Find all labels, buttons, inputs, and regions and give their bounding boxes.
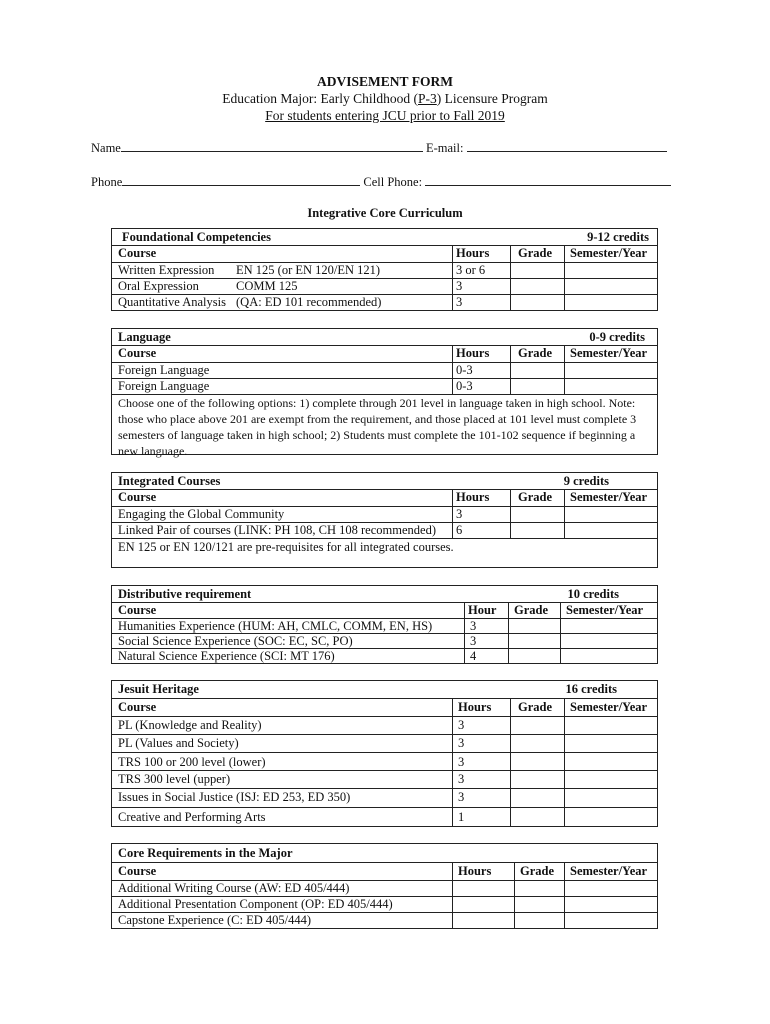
col-course: Course xyxy=(118,603,157,617)
col-hours: Hours xyxy=(456,246,490,260)
form-title: ADVISEMENT FORM xyxy=(317,74,453,89)
foundational-competencies-table xyxy=(111,228,658,311)
phone-field[interactable] xyxy=(122,174,360,186)
col-hours: Hours xyxy=(456,346,490,360)
course-name: Quantitative Analysis xyxy=(118,295,226,309)
course-name: Natural Science Experience (SCI: MT 176) xyxy=(118,649,335,663)
section-title: Core Requirements in the Major xyxy=(118,846,293,860)
table-row xyxy=(112,752,657,770)
section-title: Integrated Courses xyxy=(118,474,221,488)
jesuit-heritage-table xyxy=(111,680,658,827)
section-credits: 9-12 credits xyxy=(587,230,649,244)
col-hours: Hours xyxy=(456,490,490,504)
course-name: Social Science Experience (SOC: EC, SC, PO) xyxy=(118,634,353,648)
course-hours: 3 xyxy=(458,772,465,786)
name-label: Name xyxy=(91,141,121,155)
course-hours: 6 xyxy=(456,523,463,537)
table-row xyxy=(112,362,657,378)
course-hours: 3 xyxy=(458,736,465,750)
language-note: Choose one of the following options: 1) complete through 201 level in language taken in high school. Note: those who place above 201 are exempt from the requirement, and those placed at 101 level must complete 3 semesters of language taken in high school; 2) Students must complete the 101-102 sequence if beginning a new language. xyxy=(118,396,637,458)
col-grade: Grade xyxy=(518,700,553,714)
table-row xyxy=(112,788,657,807)
section-title: Distributive requirement xyxy=(118,587,252,601)
course-name: Engaging the Global Community xyxy=(118,507,285,521)
course-name: TRS 100 or 200 level (lower) xyxy=(118,755,266,769)
course-detail: (QA: ED 101 recommended) xyxy=(236,295,382,309)
email-label: E-mail: xyxy=(425,141,464,155)
phone-line xyxy=(91,174,681,190)
table-row xyxy=(112,807,657,827)
col-course: Course xyxy=(118,346,157,360)
table-row xyxy=(112,880,657,896)
col-semester: Semester/Year xyxy=(570,346,648,360)
table-row xyxy=(112,278,657,294)
col-course: Course xyxy=(118,490,157,504)
section-title: Language xyxy=(118,330,171,344)
course-name: Capstone Experience (C: ED 405/444) xyxy=(118,913,312,927)
table-row xyxy=(112,648,657,664)
col-semester: Semester/Year xyxy=(566,603,644,617)
section-credits: 0-9 credits xyxy=(589,330,645,344)
integrated-courses-table xyxy=(111,472,658,568)
col-grade: Grade xyxy=(514,603,549,617)
distributive-requirement-table xyxy=(111,585,658,664)
col-grade: Grade xyxy=(518,346,553,360)
col-semester: Semester/Year xyxy=(570,490,648,504)
course-name: PL (Values and Society) xyxy=(118,736,239,750)
course-name: Additional Writing Course (AW: ED 405/444) xyxy=(118,881,350,895)
course-hours: 3 or 6 xyxy=(456,263,486,277)
name-email-line xyxy=(91,140,681,156)
course-detail: COMM 125 xyxy=(236,279,298,293)
course-hours: 3 xyxy=(470,634,477,648)
section-title: Jesuit Heritage xyxy=(118,682,199,696)
course-hours: 0-3 xyxy=(456,363,473,377)
col-hours: Hours xyxy=(458,864,492,878)
table-row xyxy=(112,262,657,278)
course-name: Oral Expression xyxy=(118,279,199,293)
course-hours: 3 xyxy=(456,507,463,521)
course-name: PL (Knowledge and Reality) xyxy=(118,718,262,732)
col-grade: Grade xyxy=(518,246,553,260)
col-course: Course xyxy=(118,700,157,714)
section-credits: 9 credits xyxy=(563,474,609,488)
table-row xyxy=(112,770,657,788)
course-detail: EN 125 (or EN 120/EN 121) xyxy=(236,263,381,277)
course-name: Creative and Performing Arts xyxy=(118,810,266,824)
col-semester: Semester/Year xyxy=(570,246,648,260)
cell-phone-label: Cell Phone: xyxy=(363,175,423,189)
table-row xyxy=(112,633,657,648)
table-row xyxy=(112,734,657,752)
col-course: Course xyxy=(118,246,157,260)
col-grade: Grade xyxy=(520,864,555,878)
table-row xyxy=(112,912,657,929)
table-row xyxy=(112,378,657,394)
course-name: Humanities Experience (HUM: AH, CMLC, COMM, EN, HS) xyxy=(118,619,433,633)
name-field[interactable] xyxy=(121,140,423,152)
table-row xyxy=(112,716,657,734)
email-field[interactable] xyxy=(467,140,667,152)
core-curriculum-heading: Integrative Core Curriculum xyxy=(307,206,463,220)
course-name: Linked Pair of courses (LINK: PH 108, CH 108 recommended) xyxy=(118,523,436,537)
course-name: Additional Presentation Component (OP: ED 405/444) xyxy=(118,897,393,911)
subtitle-prefix: Education Major: Early Childhood ( xyxy=(222,91,418,106)
course-hours: 3 xyxy=(458,755,465,769)
course-hours: 4 xyxy=(470,649,477,663)
phone-label: Phone xyxy=(91,175,123,189)
course-hours: 0-3 xyxy=(456,379,473,393)
major-requirements-table xyxy=(111,843,658,929)
language-table xyxy=(111,328,658,458)
section-title: Foundational Competencies xyxy=(122,230,271,244)
cell-phone-field[interactable] xyxy=(425,174,671,186)
course-hours: 3 xyxy=(458,790,465,804)
col-grade: Grade xyxy=(518,490,553,504)
course-name: TRS 300 level (upper) xyxy=(118,772,231,786)
col-hour: Hour xyxy=(468,603,497,617)
col-course: Course xyxy=(118,864,157,878)
integrated-note: EN 125 or EN 120/121 are pre-requisites for all integrated courses. xyxy=(118,540,454,554)
table-row xyxy=(112,522,657,538)
form-entry-note: For students entering JCU prior to Fall 2019 xyxy=(265,108,505,123)
course-hours: 3 xyxy=(470,619,477,633)
course-hours: 3 xyxy=(458,718,465,732)
form-subtitle xyxy=(0,91,770,107)
section-credits: 10 credits xyxy=(567,587,619,601)
col-hours: Hours xyxy=(458,700,492,714)
col-semester: Semester/Year xyxy=(570,700,648,714)
col-semester: Semester/Year xyxy=(570,864,648,878)
course-name: Written Expression xyxy=(118,263,215,277)
subtitle-grade-band: P-3 xyxy=(417,91,437,106)
course-name: Foreign Language xyxy=(118,379,210,393)
course-name: Foreign Language xyxy=(118,363,210,377)
subtitle-suffix: ) Licensure Program xyxy=(436,91,548,106)
table-row xyxy=(112,294,657,310)
course-hours: 3 xyxy=(456,279,463,293)
table-row xyxy=(112,896,657,912)
table-row xyxy=(112,618,657,633)
table-row xyxy=(112,506,657,522)
course-hours: 3 xyxy=(456,295,463,309)
course-name: Issues in Social Justice (ISJ: ED 253, ED 350) xyxy=(118,790,351,804)
section-credits: 16 credits xyxy=(565,682,617,696)
course-hours: 1 xyxy=(458,810,465,824)
